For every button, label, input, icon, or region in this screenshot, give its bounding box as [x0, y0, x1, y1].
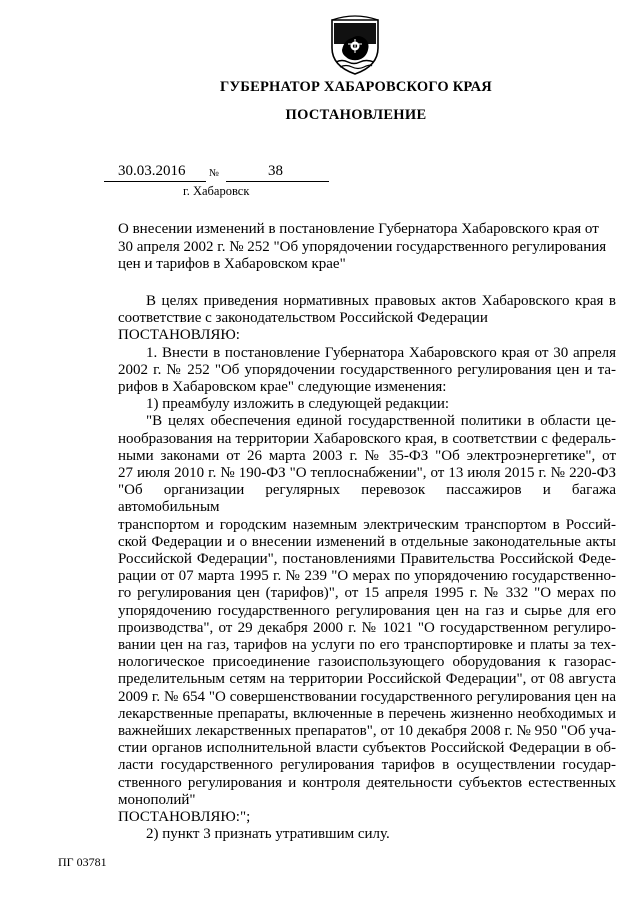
document-subject: [118, 221, 616, 274]
body-line: 2002 г. № 252 "Об упорядочении государственного регулирования цен и та-: [118, 361, 616, 378]
body-line: 27 июля 2010 г. № 190-ФЗ "О теплоснабжении", от 13 июля 2015 г. № 220-ФЗ: [118, 465, 616, 482]
subject-line: 30 апреля 2002 г. № 252 "Об упорядочении государственного регулирования: [118, 238, 607, 255]
body-line: В целях приведения нормативных правовых актов Хабаровского края в: [146, 293, 616, 309]
body-line: ПОСТАНОВЛЯЮ:: [118, 327, 240, 344]
document-date: 30.03.2016: [118, 163, 186, 179]
body-line: рации от 07 марта 1995 г. № 239 "О мерах по упорядочению государственно-: [118, 568, 616, 585]
number-mark: №: [209, 168, 220, 179]
body-line: ласти государственного регулирования тарифов в осуществлении государ-: [118, 757, 616, 774]
footer-code: ПГ 03781: [58, 855, 107, 869]
body-line: соответствие с законодательством Российской Федерации: [118, 310, 488, 327]
body-line: ными законами от 26 марта 2003 г. № 35-ФЗ "Об электроэнергетике", от: [118, 447, 616, 464]
body-line: пределительным сетям на территории Российской Федерации", от 08 августа: [118, 671, 616, 688]
body-line: ПОСТАНОВЛЯЮ:";: [118, 809, 251, 826]
body-line: 1. Внести в постановление Губернатора Хабаровского края от 30 апреля: [146, 344, 616, 361]
body-line: Российской Федерации", постановлениями Правительства Российской Феде-: [118, 551, 616, 568]
number-underline: [226, 181, 329, 182]
body-line: стии органов исполнительной власти субъектов Российской Федерации в об-: [118, 740, 616, 757]
body-line: лекарственные препараты, включенные в перечень жизненно необходимых и: [118, 705, 616, 722]
body-line: рифов в Хабаровском крае" следующие изменения:: [118, 379, 447, 396]
document-type: ПОСТАНОВЛЕНИЕ: [285, 107, 427, 123]
body-line: ской Федерации и о внесении изменений в отдельные законодательные акты: [118, 533, 616, 550]
body-line: "В целях обеспечения единой государственной политики в области це-: [146, 413, 616, 430]
body-line: 2009 г. № 654 "О совершенствовании государственного регулирования цен на: [118, 688, 616, 705]
date-underline: [104, 181, 206, 182]
body-line: важнейших лекарственных препаратов", от 10 декабря 2008 г. № 950 "Об уча-: [118, 723, 616, 740]
body-line: производства", от 29 декабря 2000 г. № 1021 "О государственном регулиро-: [118, 619, 616, 636]
body-line: 1) преамбулу изложить в следующей редакции:: [146, 396, 450, 413]
body-line: упорядочению государственного регулирования цен на газ и сырье для его: [118, 602, 616, 619]
subject-line: О внесении изменений в постановление Губернатора Хабаровского края от: [118, 221, 599, 237]
issuer-title: ГУБЕРНАТОР ХАБАРОВСКОГО КРАЯ: [220, 79, 492, 95]
document-body: [118, 293, 616, 844]
body-line: ственного регулирования и контроля деятельности субъектов естественных: [118, 774, 616, 791]
body-line: вании цен на газ, тарифов на услуги по его транспортировке и платы за тех-: [118, 637, 616, 654]
body-line: 2) пункт 3 признать утратившим силу.: [146, 826, 390, 843]
city-label: г. Хабаровск: [183, 184, 250, 198]
body-line: транспортом и городским наземным электрическим транспортом в Россий-: [118, 516, 616, 533]
coat-of-arms-icon: [328, 14, 382, 76]
subject-line: цен и тарифов в Хабаровском крае": [118, 256, 346, 272]
body-line: нообразования на территории Хабаровского края, в соответствии с федераль-: [118, 430, 616, 447]
body-line: "Об организации регулярных перевозок пассажиров и багажа автомобильным: [118, 482, 616, 516]
body-line: монополий": [118, 791, 196, 808]
body-line: го регулирования цен (тарифов)", от 15 апреля 1995 г. № 332 "О мерах по: [118, 585, 616, 602]
body-line: нологическое присоединение газоиспользующего оборудования к газорас-: [118, 654, 616, 671]
document-number: 38: [268, 163, 283, 179]
